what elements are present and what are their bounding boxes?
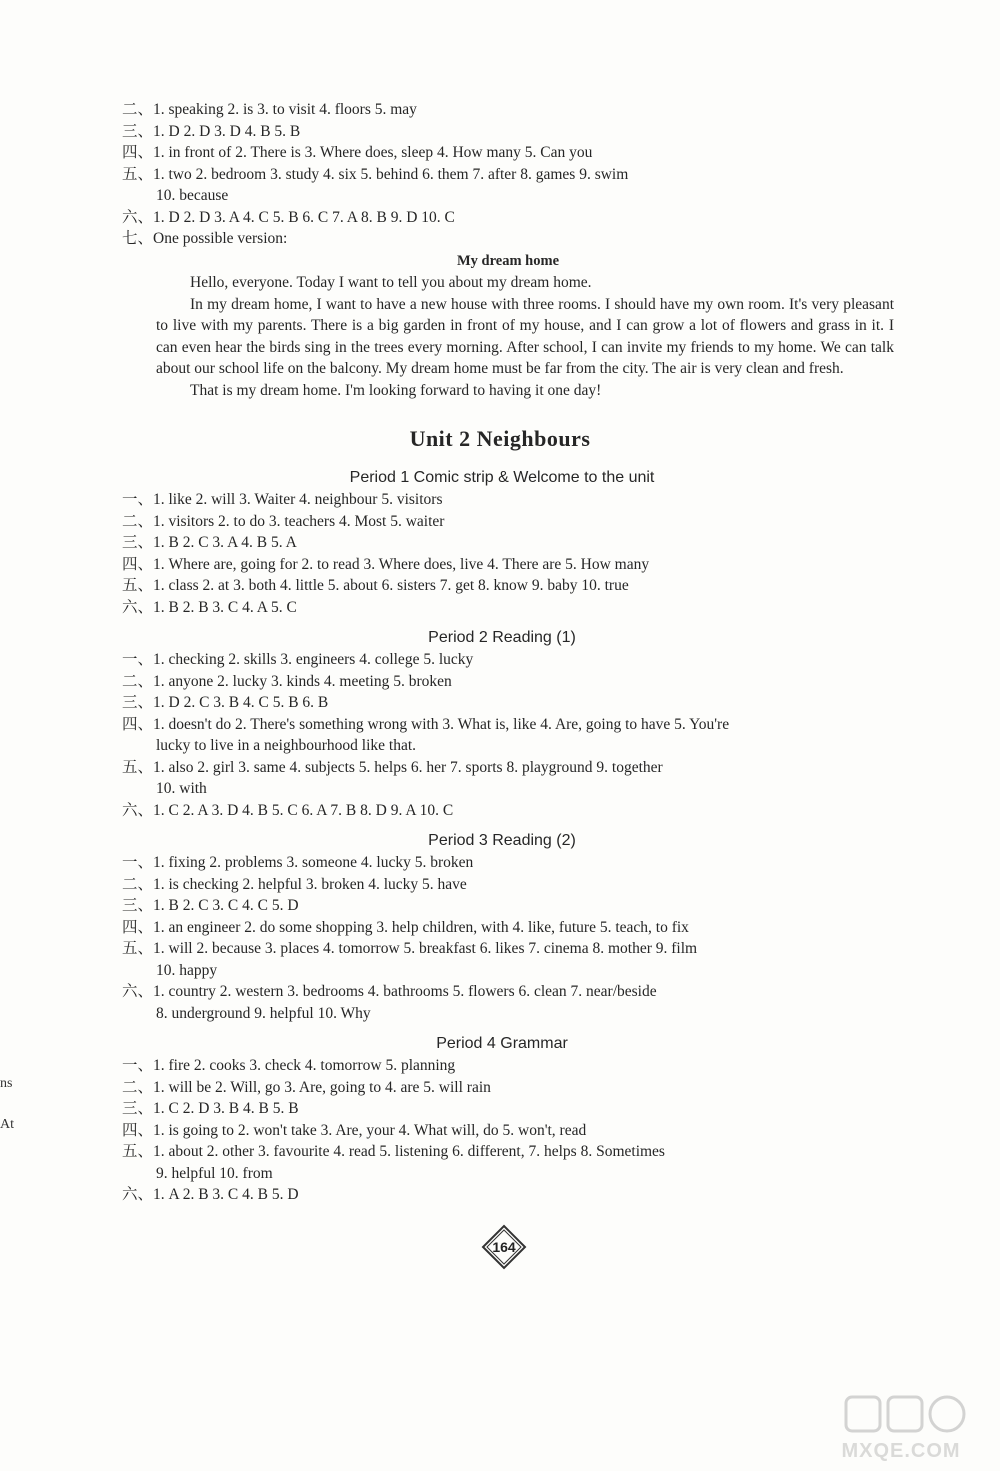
essay-paragraph: In my dream home, I want to have a new house with three rooms. I should have my own room. It's very pleasant to live with my parents. There is a big garden in front of my house, and I can grow a lot of flowers and grass in it. I can even hear the birds sing in the trees every morning. After school, I can invite my friends to my home. We can talk about our school life on the balcony. My dream home must be far from the city. The air is very clean and fresh. (156, 295, 894, 377)
answer-line: 五、1. about 2. other 3. favourite 4. read 5. listening 6. different, 7. helps 8. Sometimes (122, 1143, 665, 1160)
page-number: 164 (492, 1239, 516, 1255)
period-1 (122, 467, 882, 618)
answer-line: 七、One possible version: (122, 230, 288, 247)
essay-paragraph: That is my dream home. I'm looking forward to having it one day! (190, 381, 602, 399)
watermark-logo-icon (816, 1393, 986, 1441)
answer-line: 二、1. visitors 2. to do 3. teachers 4. Most 5. waiter (122, 512, 445, 530)
answer-line: 二、1. will be 2. Will, go 3. Are, going to 4. are 5. will rain (122, 1078, 491, 1096)
answer-line: 六、1. country 2. western 3. bedrooms 4. bathrooms 5. flowers 6. clean 7. near/beside (122, 983, 657, 1000)
period-title: Period 4 Grammar (436, 1035, 568, 1052)
period-2 (122, 627, 882, 821)
answer-line: 六、1. A 2. B 3. C 4. B 5. D (122, 1186, 299, 1203)
answer-line: 五、1. also 2. girl 3. same 4. subjects 5. helps 6. her 7. sports 8. playground 9. together (122, 758, 663, 776)
answer-line: 三、1. D 2. C 3. B 4. C 5. B 6. B (122, 694, 329, 711)
answer-line-continued: lucky to live in a neighbourhood like that. (156, 737, 417, 754)
answer-line-continued: 10. happy (156, 961, 218, 979)
essay-title: My dream home (456, 253, 560, 269)
answer-line: 三、1. C 2. D 3. B 4. B 5. B (122, 1100, 299, 1117)
unit-title: Unit 2 Neighbours (409, 426, 591, 451)
answer-line: 五、1. will 2. because 3. places 4. tomorrow 5. breakfast 6. likes 7. cinema 8. mother 9. film (122, 940, 698, 957)
answer-line-continued: 8. underground 9. helpful 10. Why (156, 1004, 371, 1022)
answer-line: 四、1. is going to 2. won't take 3. Are, your 4. What will, do 5. won't, read (122, 1121, 587, 1139)
period-3 (122, 830, 882, 1024)
watermark-text: MXQE.COM (841, 1440, 961, 1462)
top-answers (122, 99, 882, 250)
answer-line: 六、1. D 2. D 3. A 4. C 5. B 6. C 7. A 8. B 9. D 10. C (122, 208, 455, 226)
period-title: Period 3 Reading (2) (428, 832, 576, 849)
period-4 (122, 1033, 882, 1206)
answer-line: 一、1. fire 2. cooks 3. check 4. tomorrow 5. planning (122, 1057, 456, 1074)
answer-line: 二、1. speaking 2. is 3. to visit 4. floors 5. may (122, 101, 417, 118)
answer-line: 四、1. an engineer 2. do some shopping 3. help children, with 4. like, future 5. teach, to fix (122, 918, 689, 936)
answer-line: 三、1. B 2. C 3. A 4. B 5. A (122, 534, 297, 551)
answer-line-continued: 10. with (156, 780, 207, 797)
answer-line: 一、1. fixing 2. problems 3. someone 4. lucky 5. broken (122, 854, 474, 871)
answer-line: 一、1. like 2. will 3. Waiter 4. neighbour 5. visitors (122, 491, 443, 508)
answer-line: 二、1. anyone 2. lucky 3. kinds 4. meeting 5. broken (122, 672, 452, 690)
answer-line-continued: 9. helpful 10. from (156, 1164, 273, 1182)
answer-line: 四、1. Where are, going for 2. to read 3. Where does, live 4. There are 5. How many (122, 555, 650, 573)
period-title: Period 1 Comic strip & Welcome to the unit (349, 469, 655, 486)
watermark (816, 1393, 986, 1463)
answer-line: 四、1. in front of 2. There is 3. Where does, sleep 4. How many 5. Can you (122, 144, 593, 161)
answer-line: 六、1. B 2. B 3. C 4. A 5. C (122, 598, 297, 616)
period-title: Period 2 Reading (1) (428, 629, 576, 646)
answer-line: 三、1. B 2. C 3. C 4. C 5. D (122, 897, 299, 914)
answer-line: 一、1. checking 2. skills 3. engineers 4. college 5. lucky (122, 651, 474, 668)
page-number-badge (481, 1224, 527, 1270)
essay-paragraph: Hello, everyone. Today I want to tell you about my dream home. (190, 274, 592, 291)
answer-line: 五、1. two 2. bedroom 3. study 4. six 5. behind 6. them 7. after 8. games 9. swim (122, 165, 629, 183)
answer-line: 四、1. doesn't do 2. There's something wrong with 3. What is, like 4. Are, going to have 5. You're (122, 715, 730, 733)
margin-fragment: At (0, 1117, 14, 1132)
margin-fragment: ns (0, 1076, 13, 1091)
answer-line: 二、1. is checking 2. helpful 3. broken 4. lucky 5. have (122, 875, 467, 893)
essay (156, 250, 894, 401)
answer-line: 六、1. C 2. A 3. D 4. B 5. C 6. A 7. B 8. D 9. A 10. C (122, 801, 454, 819)
answer-line: 三、1. D 2. D 3. D 4. B 5. B (122, 122, 301, 140)
answer-line-continued: 10. because (156, 187, 229, 204)
answer-line: 五、1. class 2. at 3. both 4. little 5. about 6. sisters 7. get 8. know 9. baby 10. true (122, 577, 629, 594)
